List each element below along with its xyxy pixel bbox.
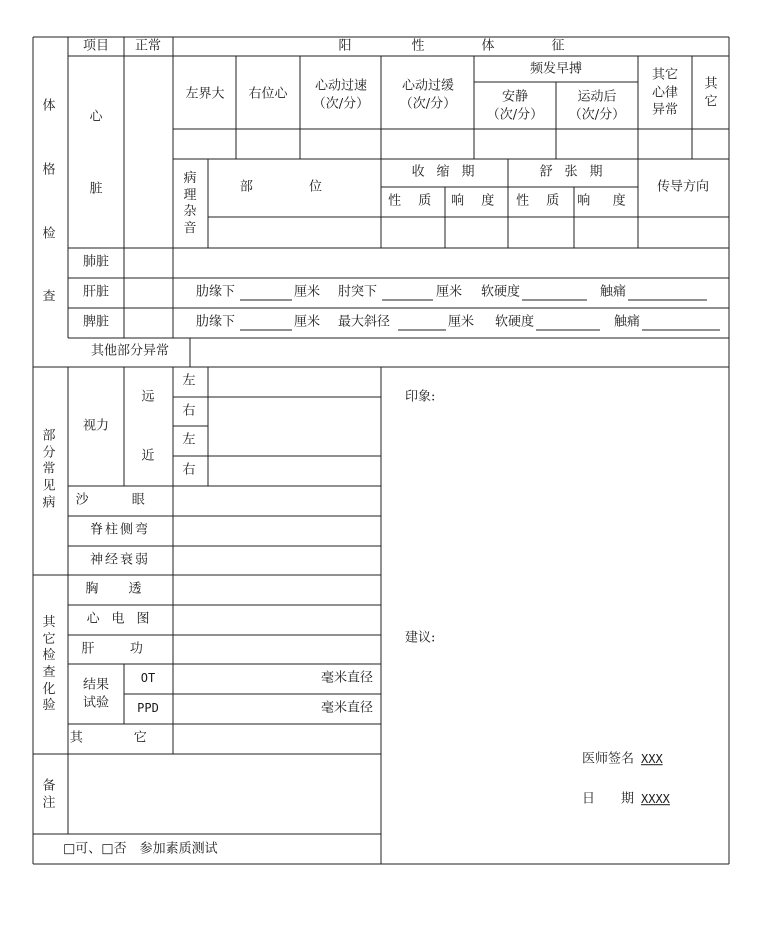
other-exam: 其 它 [69, 730, 171, 746]
section-common-diseases: 部分常见病 [42, 428, 56, 510]
right-heart: 右位心 [248, 86, 288, 102]
other-abnormal: 其他部分异常 [90, 343, 170, 359]
date-label: 日 期 [582, 791, 635, 807]
neurasthenia: 神经衰弱 [90, 552, 150, 568]
section-physical-char-3: 检 [42, 226, 56, 242]
other-column: 其 它 [704, 76, 718, 109]
liver-label: 肝脏 [82, 284, 110, 300]
vision-label: 视力 [82, 418, 110, 434]
liver-function: 肝 功 [81, 641, 159, 657]
header-positive-1: 阳 [338, 38, 352, 54]
liver-below-xiphoid: 肘突下 [338, 284, 378, 300]
liver-cm-1: 厘米 [294, 284, 321, 300]
section-physical-char-2: 格 [42, 162, 56, 178]
ot-test: OT [140, 671, 156, 686]
liver-hardness: 软硬度 [481, 284, 521, 300]
spleen-below-rib: 肋缘下 [196, 314, 236, 330]
liver-below-rib: 肋缘下 [196, 284, 236, 300]
chest-xray: 胸 透 [85, 581, 155, 597]
diastolic-nature: 性 质 [516, 193, 566, 209]
spleen-hardness: 软硬度 [495, 314, 535, 330]
doctor-signature-value[interactable]: XXX [641, 752, 663, 767]
spleen-cm-2: 厘米 [448, 314, 475, 330]
header-positive-3: 体 [481, 38, 495, 54]
diastolic-loudness: 响 度 [577, 193, 635, 209]
far-left: 左 [182, 373, 196, 389]
quality-test-option[interactable]: □可、□否 参加素质测试 [63, 841, 218, 857]
ot-diameter: 毫米直径 [320, 670, 374, 686]
ppd-diameter: 毫米直径 [320, 700, 374, 716]
vision-far: 远 [141, 389, 155, 405]
liver-cm-2: 厘米 [436, 284, 463, 300]
systolic-loudness: 响 度 [451, 193, 501, 209]
spleen-cm-1: 厘米 [294, 314, 321, 330]
ppd-test: PPD [137, 701, 159, 716]
section-other-exams: 其它检查化验 [42, 615, 56, 714]
liver-tenderness: 触痛 [600, 284, 627, 300]
lung-label: 肺脏 [82, 254, 110, 270]
conduction-direction: 传导方向 [656, 179, 710, 195]
section-physical-char-4: 查 [42, 289, 56, 305]
spleen-tenderness: 触痛 [614, 314, 641, 330]
at-rest: 安静 （次/分） [486, 89, 544, 122]
near-left: 左 [182, 432, 196, 448]
tb-test: 结果 试验 [82, 677, 110, 710]
trachoma: 沙 眼 [75, 492, 165, 508]
suggestion-label: 建议: [405, 630, 436, 646]
date-value[interactable]: XXXX [641, 792, 670, 807]
spleen-label: 脾脏 [82, 314, 110, 330]
far-right: 右 [182, 403, 196, 419]
header-item: 项目 [82, 38, 110, 54]
section-physical-char-1: 体 [42, 98, 56, 114]
murmur-location: 部 位 [239, 179, 349, 195]
systolic: 收 缩 期 [411, 164, 479, 180]
impression-label: 印象: [405, 389, 436, 405]
spleen-max-oblique: 最大斜径 [338, 314, 391, 330]
heart-label-2: 脏 [89, 181, 103, 197]
systolic-nature: 性 质 [388, 193, 438, 209]
tachycardia: 心动过速 （次/分） [312, 78, 370, 111]
header-positive-2: 性 [411, 38, 425, 54]
vision-near: 近 [141, 448, 155, 464]
bradycardia: 心动过缓 （次/分） [399, 78, 457, 111]
pathological-murmur: 病理杂音 [183, 170, 197, 236]
scoliosis: 脊柱侧弯 [90, 522, 150, 538]
left-enlarge: 左界大 [185, 86, 225, 102]
doctor-signature-label: 医师签名 [582, 751, 635, 767]
diastolic: 舒 张 期 [539, 164, 607, 180]
ecg: 心 电 图 [86, 611, 154, 627]
heart-label-1: 心 [89, 109, 103, 125]
remarks-label: 备注 [42, 778, 56, 810]
after-exercise: 运动后 （次/分） [568, 89, 626, 122]
premature-beats: 频发早搏 [529, 61, 583, 77]
header-normal: 正常 [134, 38, 162, 54]
near-right: 右 [182, 462, 196, 478]
header-positive-4: 征 [551, 38, 565, 54]
other-rhythm: 其它 心律 异常 [651, 67, 679, 118]
